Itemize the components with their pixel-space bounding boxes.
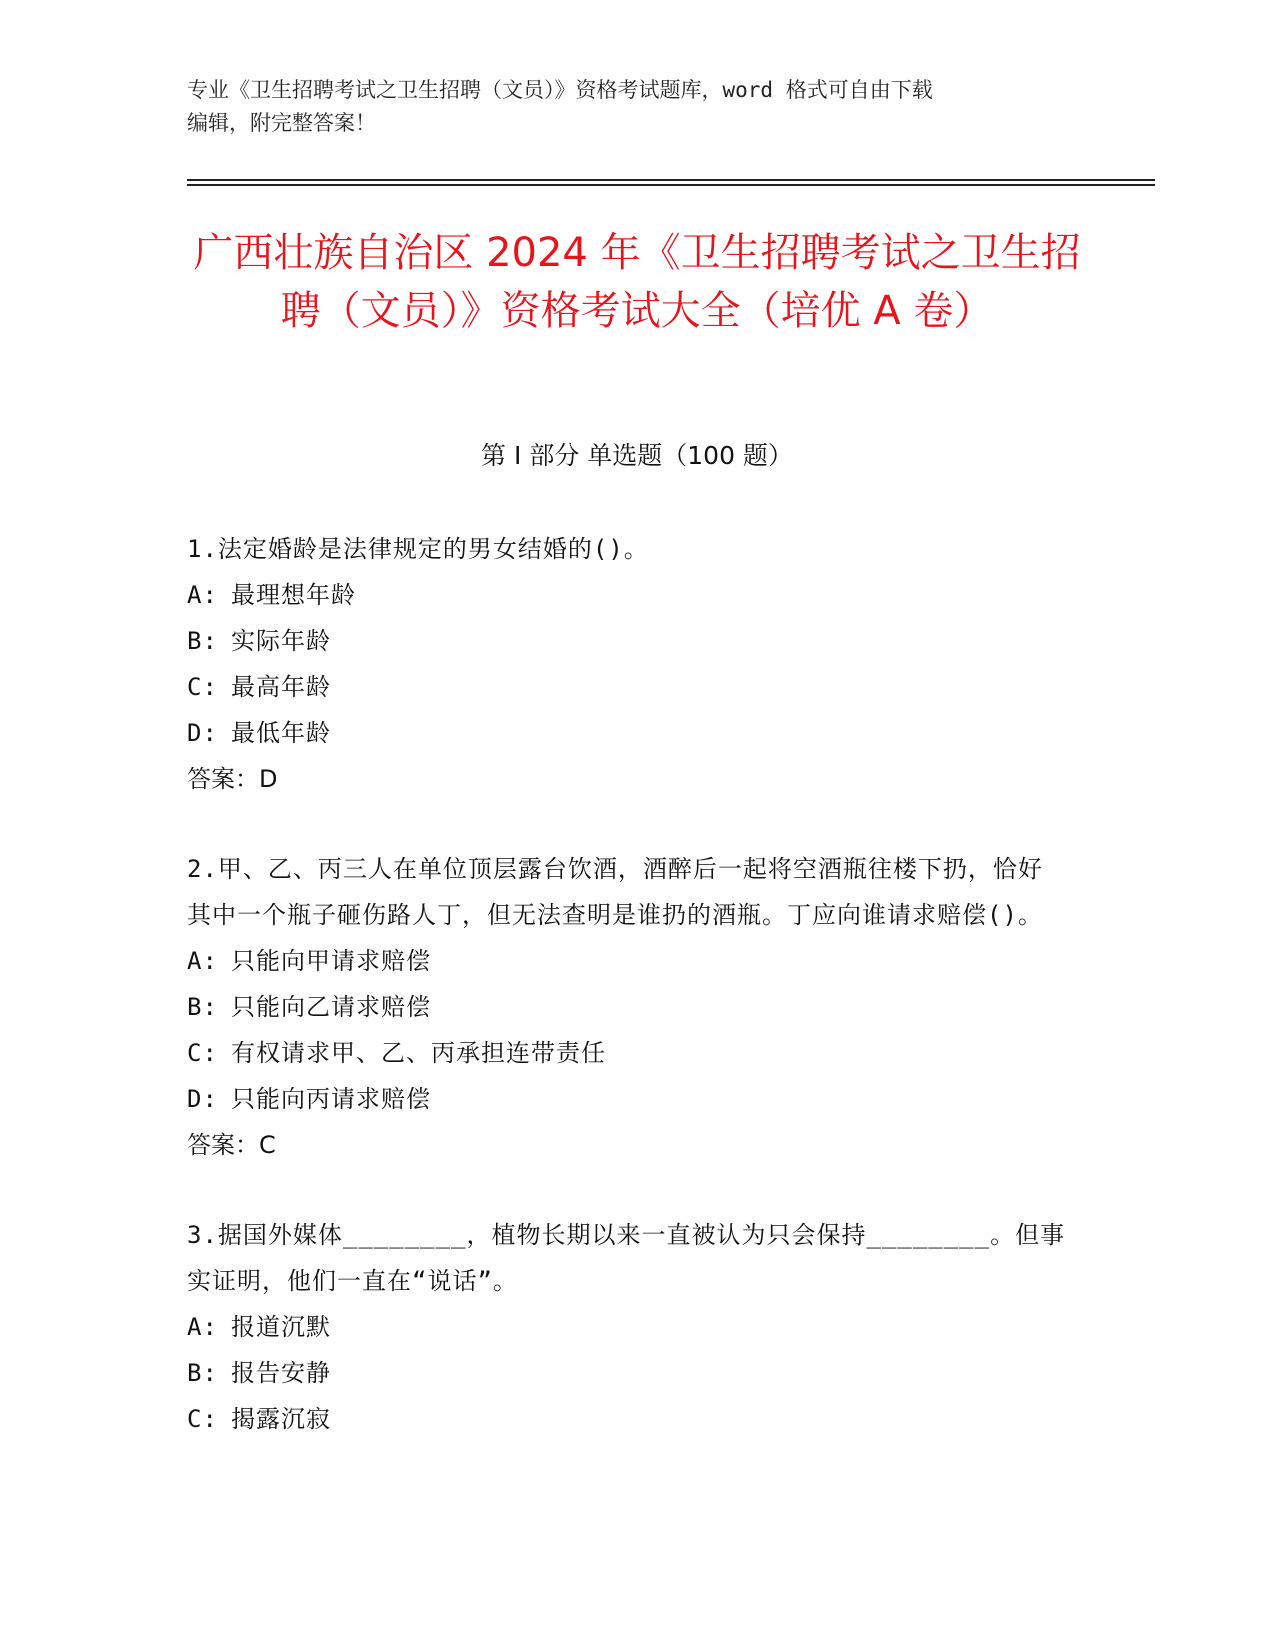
question-1: [187, 526, 1067, 802]
option-key: B:: [187, 993, 218, 1021]
option-text: 只能向甲请求赔偿: [231, 947, 431, 975]
option-text: 报告安静: [231, 1359, 331, 1387]
option-key: C:: [187, 1039, 218, 1067]
option-key: D:: [187, 719, 218, 747]
option-c: [187, 1396, 1067, 1442]
option-text: 最理想年龄: [231, 581, 356, 609]
option-key: A:: [187, 581, 218, 609]
question-stem: 1.法定婚龄是法律规定的男女结婚的()。: [187, 535, 649, 563]
option-c: [187, 664, 1067, 710]
option-text: 有权请求甲、乙、丙承担连带责任: [231, 1039, 606, 1067]
header-divider-bottom: [187, 184, 1155, 186]
option-a: [187, 938, 1067, 984]
header-note-line-1: 专业《卫生招聘考试之卫生招聘（文员）》资格考试题库，word 格式可自由下载: [187, 78, 933, 102]
option-a: [187, 572, 1067, 618]
option-d: [187, 710, 1067, 756]
option-text: 最低年龄: [231, 719, 331, 747]
option-text: 揭露沉寂: [231, 1405, 331, 1433]
option-text: 报道沉默: [231, 1313, 331, 1341]
option-key: D:: [187, 1085, 218, 1113]
header-note-line-2: 编辑，附完整答案！: [187, 111, 376, 135]
question-stem: 3.据国外媒体________，植物长期以来一直被认为只会保持________。但事实证明，他们一直在“说话”。: [187, 1221, 1066, 1295]
document-title: 广西壮族自治区 2024 年《卫生招聘考试之卫生招聘（文员）》资格考试大全（培优 A 卷）: [193, 230, 1081, 334]
option-text: 只能向丙请求赔偿: [231, 1085, 431, 1113]
option-d: [187, 1076, 1067, 1122]
question-list: [187, 526, 1067, 1486]
option-key: C:: [187, 1405, 218, 1433]
option-text: 只能向乙请求赔偿: [231, 993, 431, 1021]
option-key: B:: [187, 1359, 218, 1387]
option-key: C:: [187, 673, 218, 701]
answer: 答案：C: [187, 1131, 276, 1159]
question-2: [187, 846, 1067, 1168]
section-heading: 第 I 部分 单选题（100 题）: [481, 441, 793, 470]
option-c: [187, 1030, 1067, 1076]
header-divider-top: [187, 179, 1155, 181]
option-b: [187, 618, 1067, 664]
option-text: 最高年龄: [231, 673, 331, 701]
option-b: [187, 984, 1067, 1030]
question-3: [187, 1212, 1067, 1442]
option-key: A:: [187, 1313, 218, 1341]
option-b: [187, 1350, 1067, 1396]
option-key: B:: [187, 627, 218, 655]
header-note: [187, 74, 1087, 140]
answer: 答案：D: [187, 765, 278, 793]
option-a: [187, 1304, 1067, 1350]
option-key: A:: [187, 947, 218, 975]
question-stem: 2.甲、乙、丙三人在单位顶层露台饮酒，酒醉后一起将空酒瓶往楼下扔，恰好其中一个瓶子砸伤路人丁，但无法查明是谁扔的酒瓶。丁应向谁请求赔偿()。: [187, 855, 1043, 929]
option-text: 实际年龄: [231, 627, 331, 655]
